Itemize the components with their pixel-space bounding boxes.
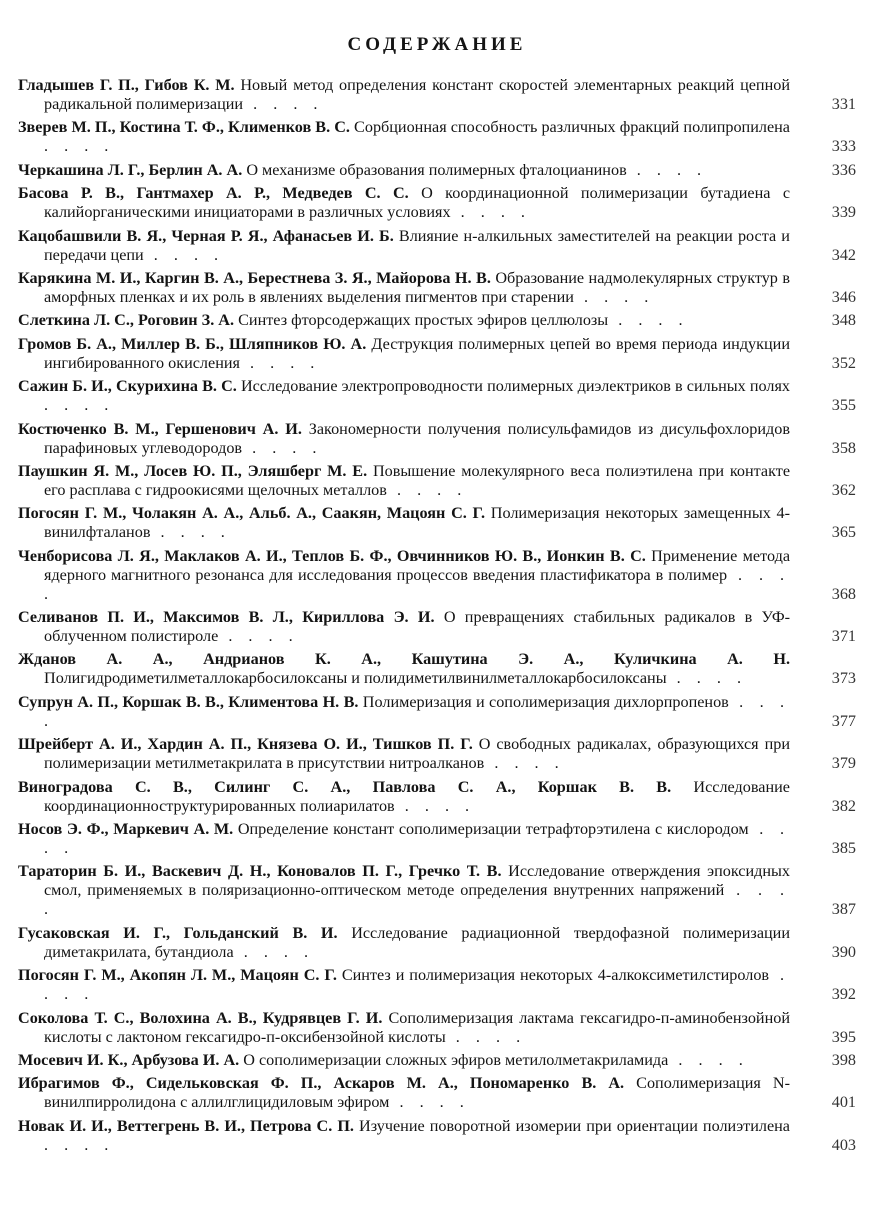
entry-authors: Погосян Г. М., Акопян Л. М., Мацоян С. Г. [18, 966, 337, 985]
dot-leader: . . . . [394, 796, 476, 815]
toc-entry [18, 377, 856, 415]
dot-leader: . . . . [626, 160, 708, 179]
toc-entry [18, 227, 856, 265]
dot-leader: . . . . [44, 396, 115, 415]
entry-page-number: 333 [831, 137, 856, 156]
entry-page-number: 365 [831, 523, 856, 542]
dot-leader: . . . . [44, 1135, 115, 1154]
entry-title: Образование надмолекулярных структур в аморфных пленках и их роль в явлениях выделения пигментов при старении [44, 268, 791, 306]
entry-page-number: 377 [831, 711, 856, 730]
entry-page-number: 401 [831, 1093, 856, 1112]
page-title: СОДЕРЖАНИЕ [347, 34, 527, 55]
toc-entry [18, 608, 856, 646]
entry-page-number: 373 [831, 669, 856, 688]
entry-page-number: 368 [831, 584, 856, 603]
entry-authors: Громов Б. А., Миллер В. Б., Шляпников Ю. А. [18, 334, 367, 353]
entry-title: О сополимеризации сложных эфиров метилолметакриламида [243, 1050, 669, 1069]
entry-authors: Жданов А. А., Андрианов К. А., Кашутина Э. А., Куличкина А. Н. [18, 650, 790, 669]
entry-authors: Карякина М. И., Каргин В. А., Берестнева З. Я., Майорова Н. В. [18, 268, 491, 287]
entry-title: Полимеризация некоторых замещенных 4-винилфталанов [44, 504, 791, 542]
entry-title: Сополимеризация лактама гексагидро-п-аминобензойной кислоты с лактоном гексагидро-п-оксибензойной кислоты [44, 1008, 790, 1046]
entry-title: О превращениях стабильных радикалов в УФ-облученном полистироле [44, 608, 790, 646]
entry-authors: Ченборисова Л. Я., Маклаков А. И., Теплов Б. Ф., Овчинников Ю. В., Ионкин В. С. [18, 546, 646, 565]
entry-page-number: 331 [831, 95, 856, 113]
entry-authors: Гладышев Г. П., Гибов К. М. [18, 76, 235, 94]
entry-page-number: 362 [831, 480, 856, 499]
dot-leader: . . . . [44, 966, 791, 1004]
toc-entry [18, 1117, 856, 1155]
entry-authors: Виноградова С. В., Силинг С. А., Павлова С. А., Коршак В. В. [18, 777, 672, 796]
entry-authors: Шрейберт А. И., Хардин А. П., Князева О. И., Тишков П. Г. [18, 735, 473, 754]
toc-entry [18, 335, 856, 373]
entry-title: О механизме образования полимерных фталоцианинов [246, 160, 627, 179]
toc-entry [18, 862, 856, 919]
entry-title: Определение констант сополимеризации тетрафторэтилена с кислородом [237, 820, 749, 839]
entry-page-number: 385 [831, 839, 856, 858]
entry-page-number: 371 [831, 627, 856, 646]
dot-leader: . . . . [484, 754, 565, 773]
toc-entry [18, 269, 856, 307]
dot-leader: . . . . [389, 1093, 470, 1112]
entry-title: Полигидродиметилметаллокарбосилоксаны и полидиметилвинилметаллокарбосилоксаны [44, 669, 667, 688]
toc-entry [18, 820, 856, 858]
entry-title: Повышение молекулярного веса полиэтилена при контакте его расплава с гидроокисями щелочных металлов [44, 461, 791, 499]
toc-entry [18, 118, 856, 156]
entry-title: Исследование электропроводности полимерных диэлектриков в сильных полях [240, 377, 790, 396]
entry-page-number: 379 [831, 754, 856, 773]
entry-authors: Паушкин Я. М., Лосев Ю. П., Эляшберг М. Е. [18, 461, 368, 480]
entry-page-number: 339 [831, 203, 856, 222]
entry-authors: Гусаковская И. Г., Гольданский В. И. [18, 923, 338, 942]
entry-page-number: 398 [831, 1050, 856, 1069]
entry-title: О координационной полимеризации бутадиена с калийорганическими инициаторами в различных условиях [44, 184, 791, 222]
entry-title: Изучение поворотной изомерии при ориентации полиэтилена [359, 1116, 790, 1135]
toc-entry [18, 1074, 856, 1112]
entry-authors: Супрун А. П., Коршак В. В., Климентова Н. В. [18, 692, 359, 711]
entry-title: Деструкция полимерных цепей во время периода индукции ингибированного окисления [44, 334, 791, 372]
entry-authors: Басова Р. В., Гантмахер А. Р., Медведев С. С. [18, 184, 409, 203]
entry-title: Сополимеризация N-винилпирролидона с аллилглицидиловым эфиром [44, 1074, 791, 1112]
entry-title: Полимеризация и сополимеризация дихлорпропенов [362, 692, 729, 711]
entry-title: О свободных радикалах, образующихся при полимеризации метилметакрилата в присутствии нитроалканов [44, 735, 790, 773]
toc-entry [18, 76, 856, 114]
dot-leader: . . . . [386, 480, 468, 499]
dot-leader: . . . . [242, 438, 323, 457]
entry-title: Сорбционная способность различных фракций полипропилена [354, 118, 790, 137]
entry-title: Закономерности получения полисульфамидов из дисульфохлоридов парафиновых углеводородов [44, 419, 790, 457]
entry-authors: Слеткина Л. С., Роговин З. А. [18, 311, 235, 330]
entry-page-number: 395 [831, 1027, 856, 1046]
toc-entry [18, 547, 856, 604]
entry-authors: Соколова Т. С., Волохина А. В., Кудрявцев Г. И. [18, 1008, 383, 1027]
entry-title: Влияние н-алкильных заместителей на реакции роста и передачи цепи [44, 226, 790, 264]
dot-leader: . . . . [573, 287, 655, 306]
entry-authors: Тараторин Б. И., Васкевич Д. Н., Коновалов П. Г., Гречко Т. В. [18, 862, 502, 881]
entry-authors: Погосян Г. М., Чолакян А. А., Альб. А., Саакян, Мацоян С. Г. [18, 504, 486, 523]
entry-authors: Костюченко В. М., Гершенович А. И. [18, 419, 302, 438]
entry-title: Синтез и полимеризация некоторых 4-алкоксиметилстиролов [341, 966, 770, 985]
entry-authors: Ибрагимов Ф., Сидельковская Ф. П., Аскаров М. А., Пономаренко В. А. [18, 1074, 625, 1093]
dot-leader: . . . . [218, 627, 299, 646]
entry-title: Исследование радиационной твердофазной полимеризации диметакрилата, бутандиола [44, 923, 791, 961]
toc-entry [18, 735, 856, 773]
entry-page-number: 336 [831, 160, 856, 179]
toc-entry [18, 778, 856, 816]
toc-entry [18, 311, 856, 330]
dot-leader: . . . . [243, 95, 324, 113]
entry-page-number: 352 [831, 353, 856, 372]
dot-leader: . . . . [44, 565, 791, 603]
entry-title: Исследование координационноструктурированных полиарилатов [44, 777, 790, 815]
entry-page-number: 358 [831, 438, 856, 457]
dot-leader: . . . . [450, 203, 531, 222]
entry-authors: Селиванов П. И., Максимов В. Л., Кириллова Э. И. [18, 608, 435, 627]
entry-authors: Черкашина Л. Г., Берлин А. А. [18, 160, 243, 179]
entry-page-number: 382 [831, 796, 856, 815]
dot-leader: . . . . [239, 353, 321, 372]
entry-page-number: 403 [831, 1135, 856, 1154]
entry-authors: Новак И. И., Веттегрень В. И., Петрова С. П. [18, 1116, 354, 1135]
dot-leader: . . . . [666, 669, 747, 688]
dot-leader: . . . . [44, 881, 790, 919]
entry-page-number: 392 [831, 985, 856, 1004]
dot-leader: . . . . [445, 1027, 527, 1046]
entry-page-number: 355 [831, 396, 856, 415]
toc-entry [18, 1009, 856, 1047]
entry-title: Синтез фторсодержащих простых эфиров целлюлозы [238, 311, 609, 330]
entry-page-number: 346 [831, 287, 856, 306]
toc-entry [18, 504, 856, 542]
toc-entry [18, 462, 856, 500]
entry-title: Исследование отверждения эпоксидных смол, применяемых в поляризационно-оптическом методе определения внутренних напряжений [44, 862, 791, 900]
entry-authors: Мосевич И. К., Арбузова И. А. [18, 1050, 240, 1069]
toc-entry [18, 184, 856, 222]
dot-leader: . . . . [44, 137, 115, 156]
dot-leader: . . . . [150, 523, 231, 542]
entry-page-number: 342 [831, 245, 856, 264]
entry-authors: Носов Э. Ф., Маркевич А. М. [18, 820, 234, 839]
dot-leader: . . . . [44, 820, 790, 858]
dot-leader: . . . . [44, 692, 791, 730]
entry-page-number: 348 [831, 311, 856, 330]
toc-entry [18, 650, 856, 688]
dot-leader: . . . . [668, 1050, 749, 1069]
toc-entry [18, 420, 856, 458]
entry-authors: Зверев М. П., Костина Т. Ф., Клименков В. С. [18, 118, 350, 137]
table-of-contents [18, 76, 856, 1155]
toc-entry [18, 161, 856, 180]
toc-entry [18, 924, 856, 962]
dot-leader: . . . . [608, 311, 689, 330]
toc-entry [18, 1051, 856, 1070]
entry-title: Применение метода ядерного магнитного резонанса для исследования процессов введения пластификатора в полимер [44, 546, 791, 584]
entry-authors: Кацобашвили В. Я., Черная Р. Я., Афанасьев И. Б. [18, 226, 394, 245]
entry-title: Новый метод определения констант скоростей элементарных реакций цепной радикальной полимеризации [44, 76, 791, 113]
toc-entry [18, 693, 856, 731]
toc-entry [18, 966, 856, 1004]
entry-authors: Сажин Б. И., Скурихина В. С. [18, 377, 237, 396]
entry-page-number: 390 [831, 942, 856, 961]
entry-page-number: 387 [831, 900, 856, 919]
dot-leader: . . . . [143, 245, 225, 264]
dot-leader: . . . . [233, 942, 315, 961]
